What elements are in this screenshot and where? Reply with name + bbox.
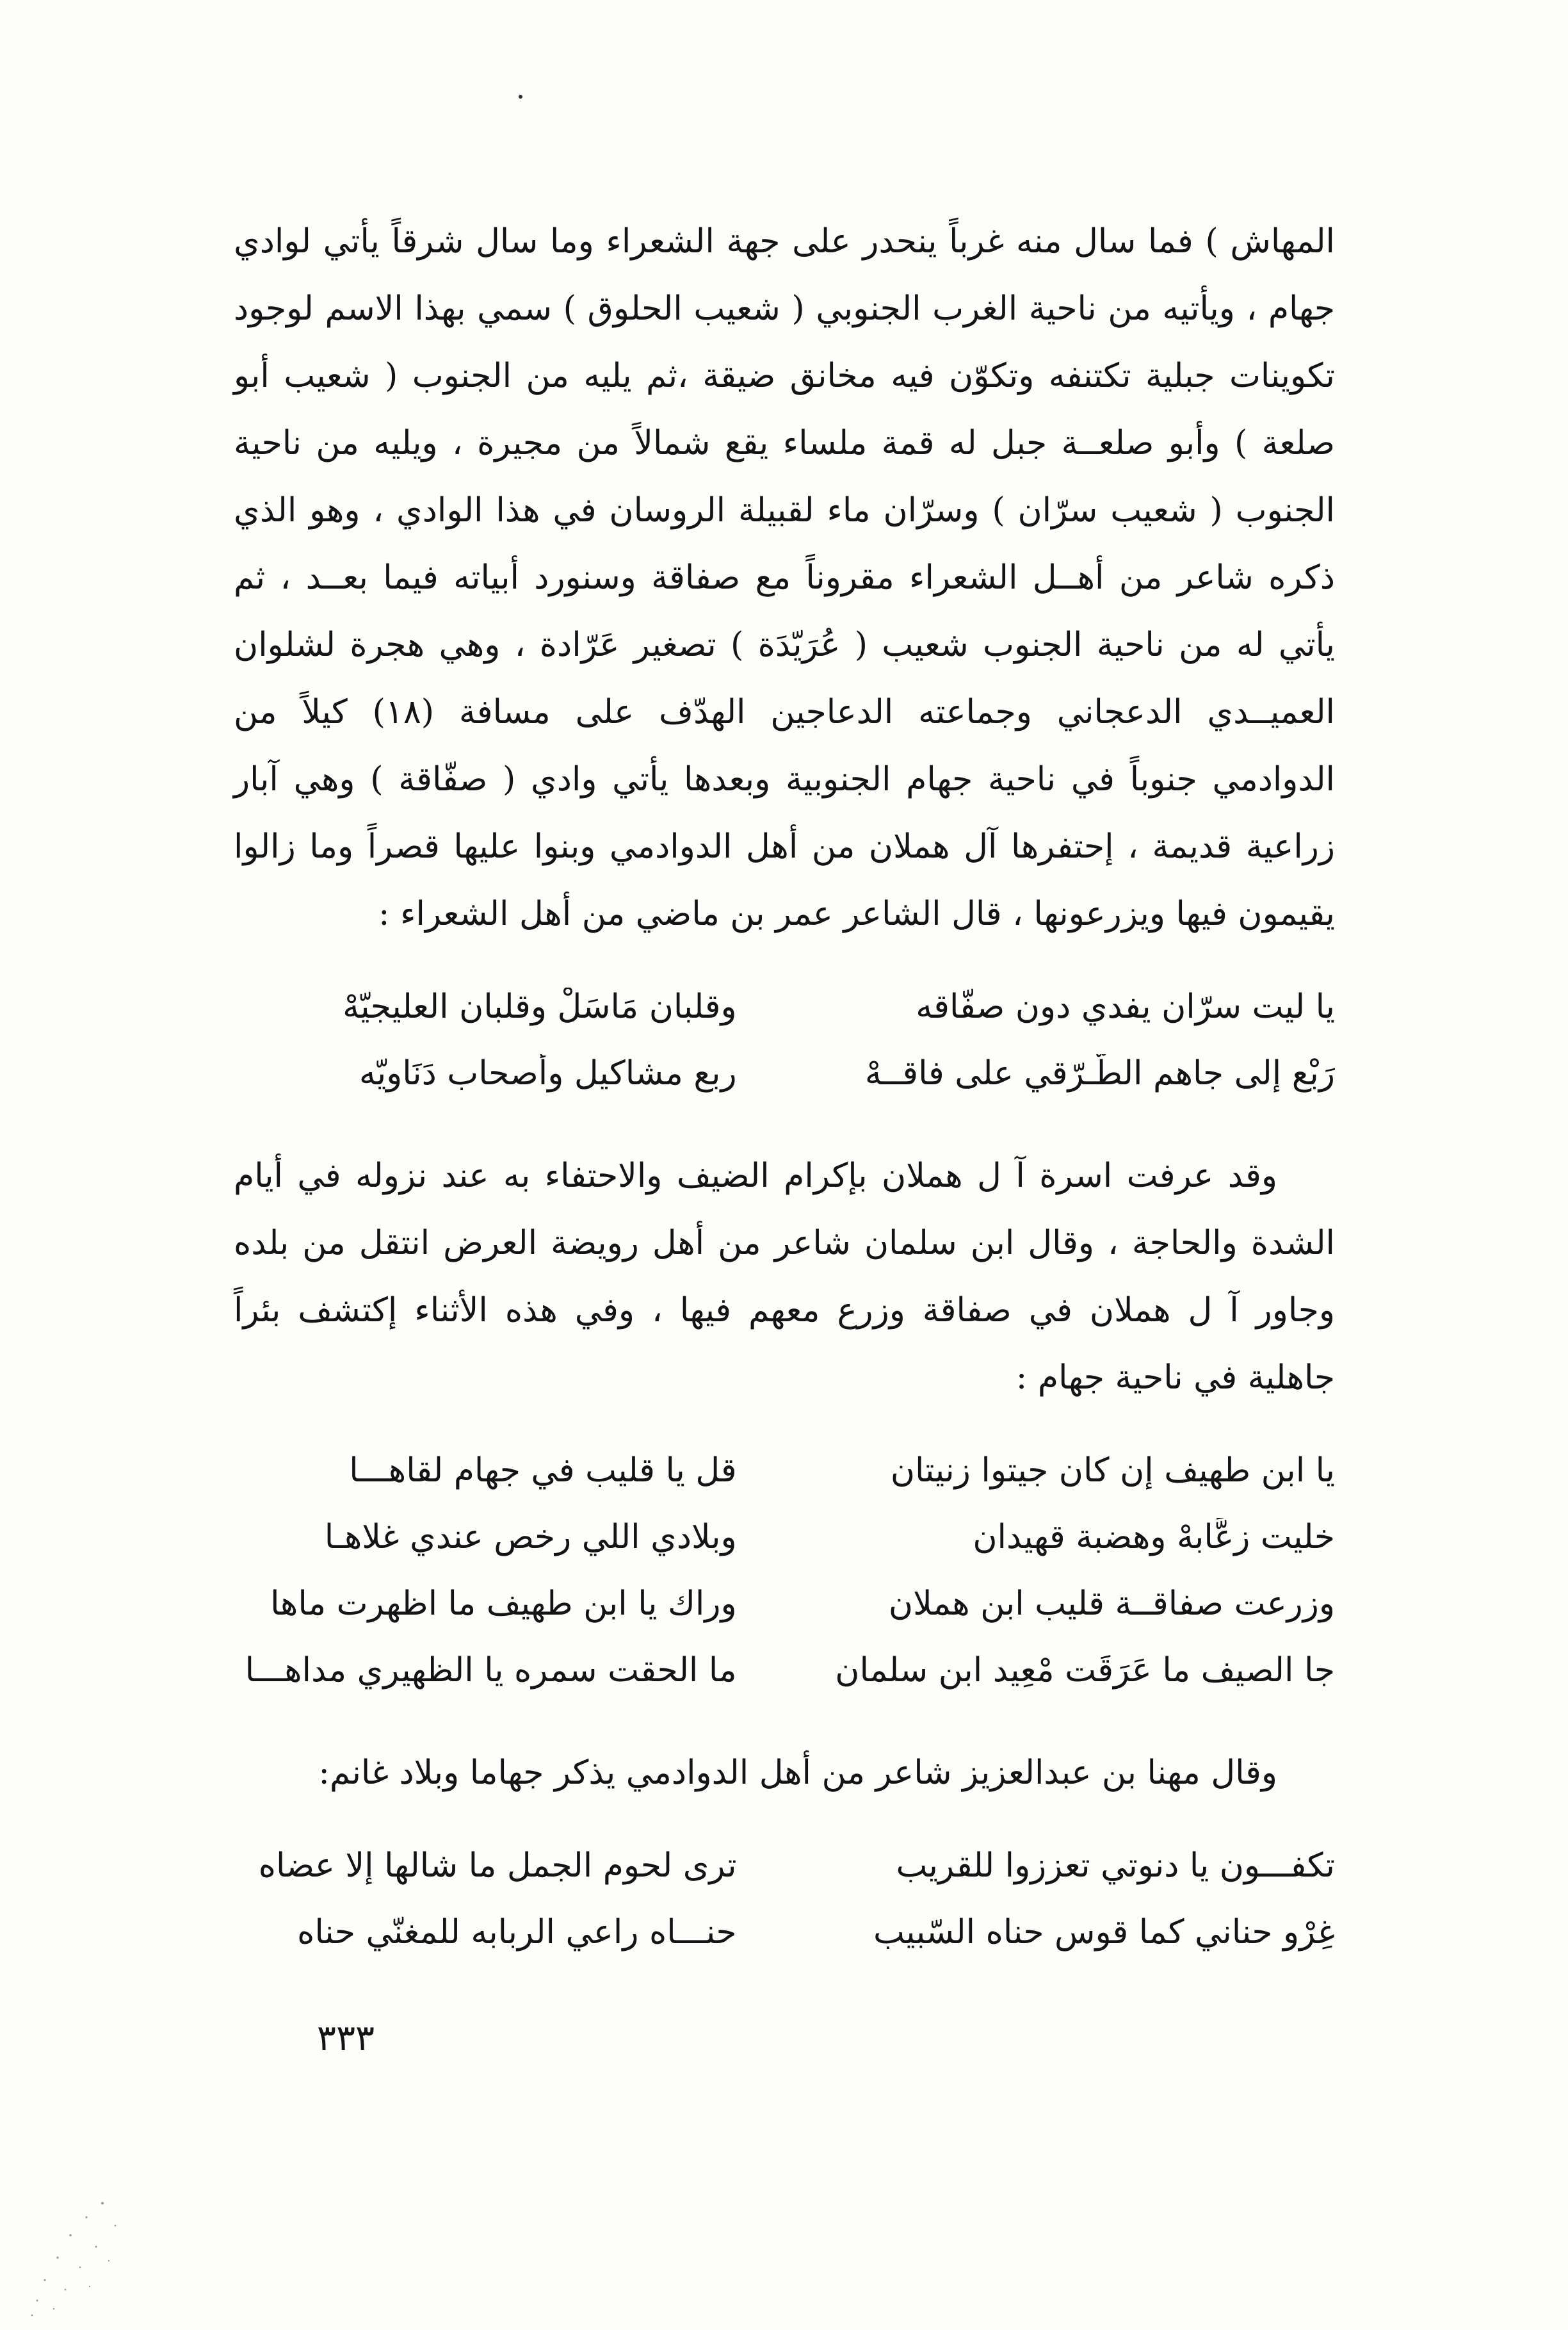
paragraph-muhanna: وقال مهنا بن عبدالعزيز شاعر من أهل الدوادمي يذكر جهاما وبلاد غانم: — [318, 1754, 1277, 1792]
verse-line — [234, 1832, 1335, 1899]
verse-line — [234, 1899, 1335, 1966]
verse-line — [234, 1504, 1335, 1570]
verse-line — [234, 1637, 1335, 1704]
scan-noise-dots — [26, 2190, 147, 2318]
verse-second-hemistich: وبلادي اللي رخص عندي غلاهـا — [324, 1518, 737, 1556]
verse-first-hemistich: جا الصيف ما عَرَقَت مْعِيد ابن سلمان — [835, 1651, 1335, 1690]
poem-ibn-salman — [234, 1437, 1335, 1704]
ink-speck — [519, 95, 522, 99]
verse-first-hemistich: خليت زعَّابهْ وهضبة قهيدان — [973, 1518, 1335, 1556]
poem-umar-bin-madi — [234, 974, 1335, 1107]
verse-line — [234, 1437, 1335, 1504]
verse-line — [234, 974, 1335, 1040]
page-number: ٣٣٣ — [316, 2017, 375, 2059]
paragraph-wadi-jaham: المهاش ) فما سال منه غرباً ينحدر على جهة الشعراء وما سال شرقاً يأتي لوادي جهام ، ويأتيه من ناحية الغرب الجنوبي ( شعيب الحلوق ) سمي بهذا الاسم لوجود تكوينات جبلية تكتنفه وتكوّن فيه مخانق ضيقة ،ثم يليه من الجنوب ( شعيب أبو صلعة ) وأبو صلعــة جبل له قمة ملساء يقع شمالاً من مجيرة ، ويليه من ناحية الجنوب ( شعيب سرّان ) وسرّان ماء لقبيلة الروسان في هذا الوادي ، وهو الذي ذكره شاعر من أهــل الشعراء مقروناً مع صفاقة وسنورد أبياته فيما بعــد ، ثم يأتي له من ناحية الجنوب شعيب ( عُرَيّدَة ) تصغير عَرّادة ، وهي هجرة لشلوان العميــدي الدعجاني وجماعته الدعاجين الهدّف على مسافة (١٨) كيلاً من الدوادمي جنوباً في ناحية جهام الجنوبية وبعدها يأتي وادي ( صفّاقة ) وهي آبار زراعية قديمة ، إحتفرها آل هملان من أهل الدوادمي وبنوا عليها قصراً وما زالوا يقيمون فيها ويزرعونها ، قال الشاعر عمر بن ماضي من أهل الشعراء : — [234, 222, 1335, 933]
verse-line — [234, 1570, 1335, 1637]
verse-second-hemistich: حنـــاه راعي الربابه للمغنّي حناه — [297, 1913, 737, 1951]
verse-first-hemistich: يا ليت سرّان يفدي دون صفّاقه — [916, 988, 1335, 1026]
verse-first-hemistich: غِرْوٍ حناني كما قوس حناه السّبيب — [873, 1913, 1335, 1951]
poem-muhanna — [234, 1832, 1335, 1966]
verse-second-hemistich: ربع مشاكيل وأصحاب دَنَاويّه — [359, 1054, 737, 1093]
page-body — [234, 208, 1335, 2001]
verse-second-hemistich: قل يا قليب في جهامٍ لقاهـــا — [349, 1451, 737, 1490]
verse-second-hemistich: ما الحقت سمره يا الظهيري مداهـــا — [245, 1651, 737, 1690]
verse-second-hemistich: وراك يا ابن طهيف ما اظهرت ماها — [270, 1585, 737, 1623]
verse-first-hemistich: وزرعت صفاقــة قليب ابن هملان — [888, 1585, 1335, 1623]
verse-first-hemistich: رَبْع إلى جاهم الطّـرّقي على فاقــهْ — [864, 1054, 1335, 1093]
verse-second-hemistich: ترى لحوم الجمل ما شالها إلا عضاه — [258, 1846, 737, 1885]
verse-second-hemistich: وقلبان مَاسَلْ وقلبان العليجيّهْ — [343, 988, 737, 1026]
paragraph-al-hamlan: وقد عرفت اسرة آ ل هملان بإكرام الضيف والاحتفاء به عند نزوله في أيام الشدة والحاجة ، وقال ابن سلمان شاعر من أهل رويضة العرض انتقل من بلده وجاور آ ل هملان في صفاقة وزرع معهم فيها ، وفي هذه الأثناء إكتشف بئراً جاهلية في ناحية جهام : — [234, 1157, 1335, 1397]
verse-line — [234, 1040, 1335, 1107]
verse-first-hemistich: يا ابن طهيف إن كان جيتوا زنيتان — [890, 1451, 1335, 1490]
verse-first-hemistich: تكفـــون يا دنوتي تعززوا للقريب — [896, 1846, 1335, 1885]
